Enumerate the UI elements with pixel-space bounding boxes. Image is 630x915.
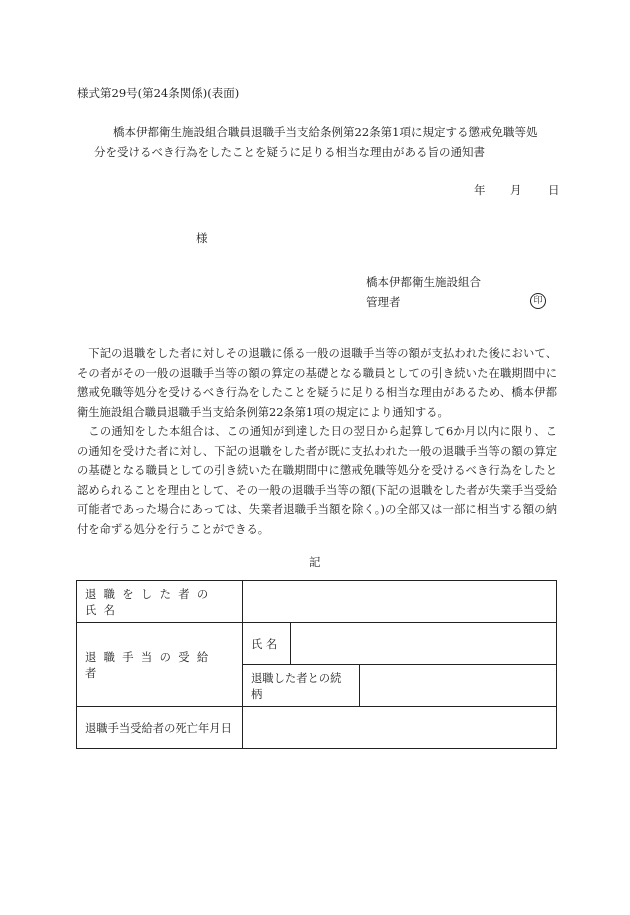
recipient-name-value <box>291 623 557 665</box>
body-paragraph-1: 下記の退職をした者に対しその退職に係る一般の退職手当等の額が支払われた後において、その者がその一般の退職手当等の額の算定の基礎となる職員としての引き続いた在職期間中に懲戒免職等処分を受けるべき行為をしたことを疑うに足りる相当な理由があるため、橋本伊都衛生施設組合職員退職手当支給条例第22条第1項の規定により通知する。 <box>77 347 557 419</box>
table-row-recipient-name <box>77 623 557 665</box>
document-title-line-1: 橋本伊都衛生施設組合職員退職手当支給条例第22条第1項に規定する懲戒免職等処 <box>113 125 538 139</box>
addressee-suffix: 様 <box>196 231 208 245</box>
table-row-retiree-name <box>77 581 557 623</box>
date-year-label: 年 <box>474 183 486 197</box>
recipient-label: 退職手当の受給者 <box>85 650 216 680</box>
death-date-value <box>243 707 557 749</box>
body-paragraph-2: この通知をした本組合は、この通知が到達した日の翌日から起算して6か月以内に限り、この通知を受けた者に対し、下記の退職をした者が既に支払われた一般の退職手当等の額の算定の基礎となる職員としての引き続いた在職期間中に懲戒免職等処分を受けるべき行為をしたと認められることを理由として、その一般の退職手当等の額(下記の退職をした者が失業手当受給可能者であった場合にあっては、失業者退職手当額を除く。)の全部又は一部に相当する額の納付を命ずる処分を行うことができる。 <box>77 425 557 536</box>
retiree-name-label: 退職をした者の氏名 <box>85 587 216 617</box>
table-row-death-date <box>77 707 557 749</box>
manager-label: 管理者 <box>366 295 401 309</box>
date-row <box>474 182 560 198</box>
relationship-label: 退職した者との続柄 <box>251 671 342 701</box>
details-table <box>76 580 557 749</box>
death-date-label: 退職手当受給者の死亡年月日 <box>85 721 232 735</box>
date-day-label: 日 <box>548 183 560 197</box>
relationship-value <box>360 665 557 707</box>
seal-mark: 印 <box>530 293 546 309</box>
issuer-organization: 橋本伊都衛生施設組合 <box>366 275 481 289</box>
retiree-name-value <box>243 581 557 623</box>
date-month-label: 月 <box>510 183 522 197</box>
form-number: 様式第29号(第24条関係)(表面) <box>77 86 240 100</box>
ki-heading: 記 <box>309 555 321 569</box>
recipient-name-label: 氏 名 <box>251 637 278 651</box>
document-title-line-2: 分を受けるべき行為をしたことを疑うに足りる相当な理由がある旨の通知書 <box>94 145 485 159</box>
